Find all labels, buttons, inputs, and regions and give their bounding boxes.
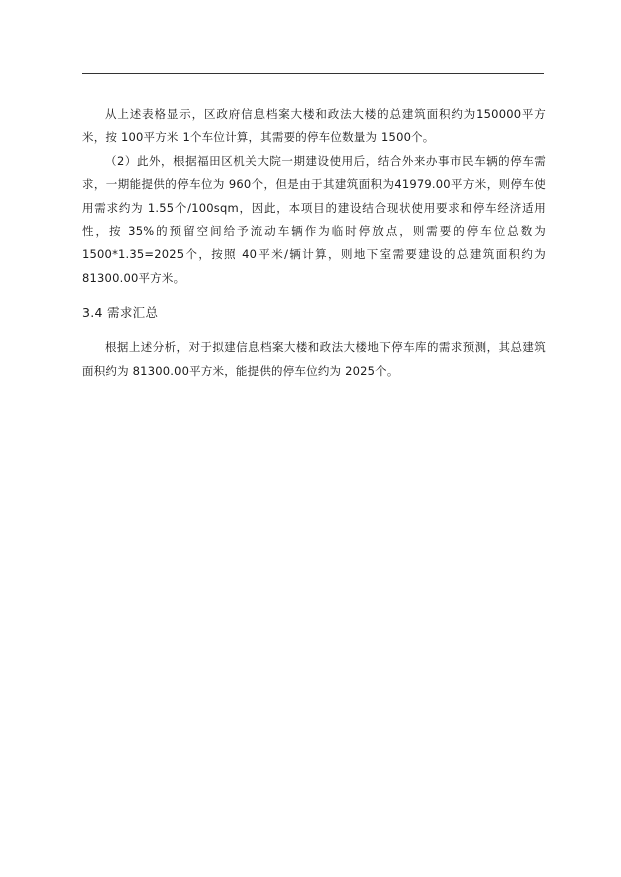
section-heading: 3.4 需求汇总 — [82, 305, 159, 321]
paragraph-demand-summary: 根据上述分析，对于拟建信息档案大楼和政法大楼地下停车库的需求预测，其总建筑面积约为 81300.00平方米，能提供的停车位约为 2025个。 — [82, 340, 546, 378]
header-rule — [82, 73, 544, 74]
paragraph-parking-demand-analysis: （2）此外，根据福田区机关大院一期建设使用后，结合外来办事市民车辆的停车需求，一期能提供的停车位为 960个，但是由于其建筑面积为41979.00平方米，则停车使用需求约为 1.55个/100sqm，因此，本项目的建设结合现状使用要求和停车经济适用性，按 35%的预留空间给予流动车辆作为临时停放点，则需要的停车位总数为 1500*1.35=2025个，按照 40平米/辆计算，则地下室需要建设的总建筑面积约为 81300.00平方米。 — [82, 153, 546, 285]
paragraph-parking-estimate: 从上述表格显示，区政府信息档案大楼和政法大楼的总建筑面积约为150000平方米，按 100平方米 1个车位计算，其需要的停车位数量为 1500个。 — [82, 107, 546, 145]
document-body — [82, 103, 546, 383]
